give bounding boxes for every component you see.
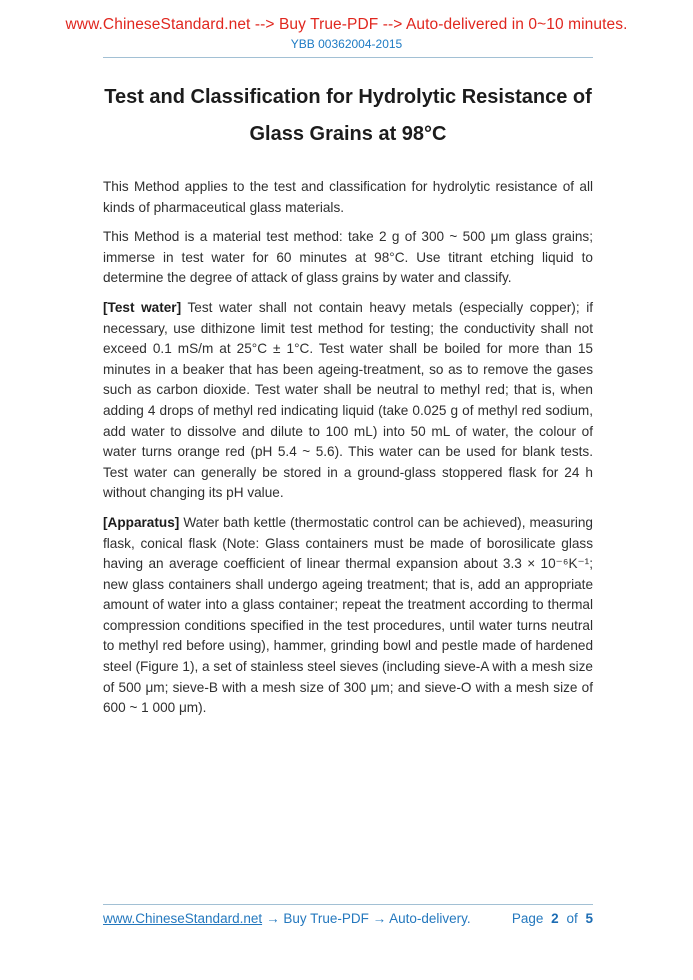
footer-site-link[interactable]: www.ChineseStandard.net <box>103 911 263 926</box>
of-label: of <box>566 911 578 926</box>
footer-left <box>103 911 471 926</box>
page-title <box>103 79 593 153</box>
page-title-line2: Glass Grains at 98°C <box>249 123 447 145</box>
header-divider-line <box>103 57 593 58</box>
page-label: Page <box>511 911 544 926</box>
promo-banner: www.ChineseStandard.net --> Buy True-PDF --> Auto-delivered in 0~10 minutes. <box>65 16 628 33</box>
paragraph-scope-text: This Method applies to the test and classification for hydrolytic resistance of all kinds of pharmaceutical glass materials. <box>103 179 593 215</box>
footer-divider-line <box>103 904 593 905</box>
paragraph-test-water <box>103 298 593 504</box>
page-footer <box>103 911 593 926</box>
page-title-line1: Test and Classification for Hydrolytic Resistance of <box>104 86 592 108</box>
page-indicator <box>508 911 593 926</box>
paragraph-scope <box>103 177 593 218</box>
paragraph-method <box>103 227 593 289</box>
paragraph-test-water-text: Test water shall not contain heavy metals (especially copper); if necessary, use dithizone limit test method for testing; the conductivity shall not exceed 0.1 mS/m at 25°C ± 1°C. Test water shall be boiled for more than 15 minutes in a beaker that has been ageing-treatment, so as to remove the gases such as carbon dioxide. Test water shall be neutral to methyl red; that is, when adding 4 drops of methyl red indicating liquid (take 0.025 g of methyl red sodium, add water to dissolve and dilute to 100 mL) into 50 mL of water, the colour of water turns orange red (pH 5.4 ~ 5.6). This water can be used for blank tests. Test water can generally be stored in a ground-glass stoppered flask for 24 h without changing its pH value. <box>103 299 593 501</box>
current-page-number: 2 <box>551 911 559 926</box>
document-body <box>103 177 593 728</box>
standard-number: YBB 00362004-2015 <box>290 37 403 51</box>
total-page-number: 5 <box>585 911 593 926</box>
apparatus-label: [Apparatus] <box>103 514 180 530</box>
paragraph-method-text: This Method is a material test method: take 2 g of 300 ~ 500 μm glass grains; immerse in test water for 60 minutes at 98°C. Use titrant etching liquid to determine the degree of attack of glass grains by water and classify. <box>103 229 593 286</box>
paragraph-apparatus <box>103 513 593 719</box>
paragraph-apparatus-text: Water bath kettle (thermostatic control can be achieved), measuring flask, conical flask (Note: Glass containers must be made of borosilicate glass having an average coefficient of linear thermal expansion about 3.3 × 10⁻⁶K⁻¹; new glass containers shall undergo ageing treatment; that is, add an appropriate amount of water into a glass container; repeat the treatment according to thermal compression conditions specified in the test procedures, until water turns neutral to methyl red before using), hammer, grinding bowl and pestle made of hardened steel (Figure 1), a set of stainless steel sieves (including sieve-A with a mesh size of 500 μm; sieve-B with a mesh size of 300 μm; and sieve-O with a mesh size of 600 ~ 1 000 μm). <box>103 514 593 716</box>
test-water-label: [Test water] <box>103 299 182 315</box>
footer-tagline: → Buy True-PDF → Auto-delivery. <box>266 911 471 926</box>
